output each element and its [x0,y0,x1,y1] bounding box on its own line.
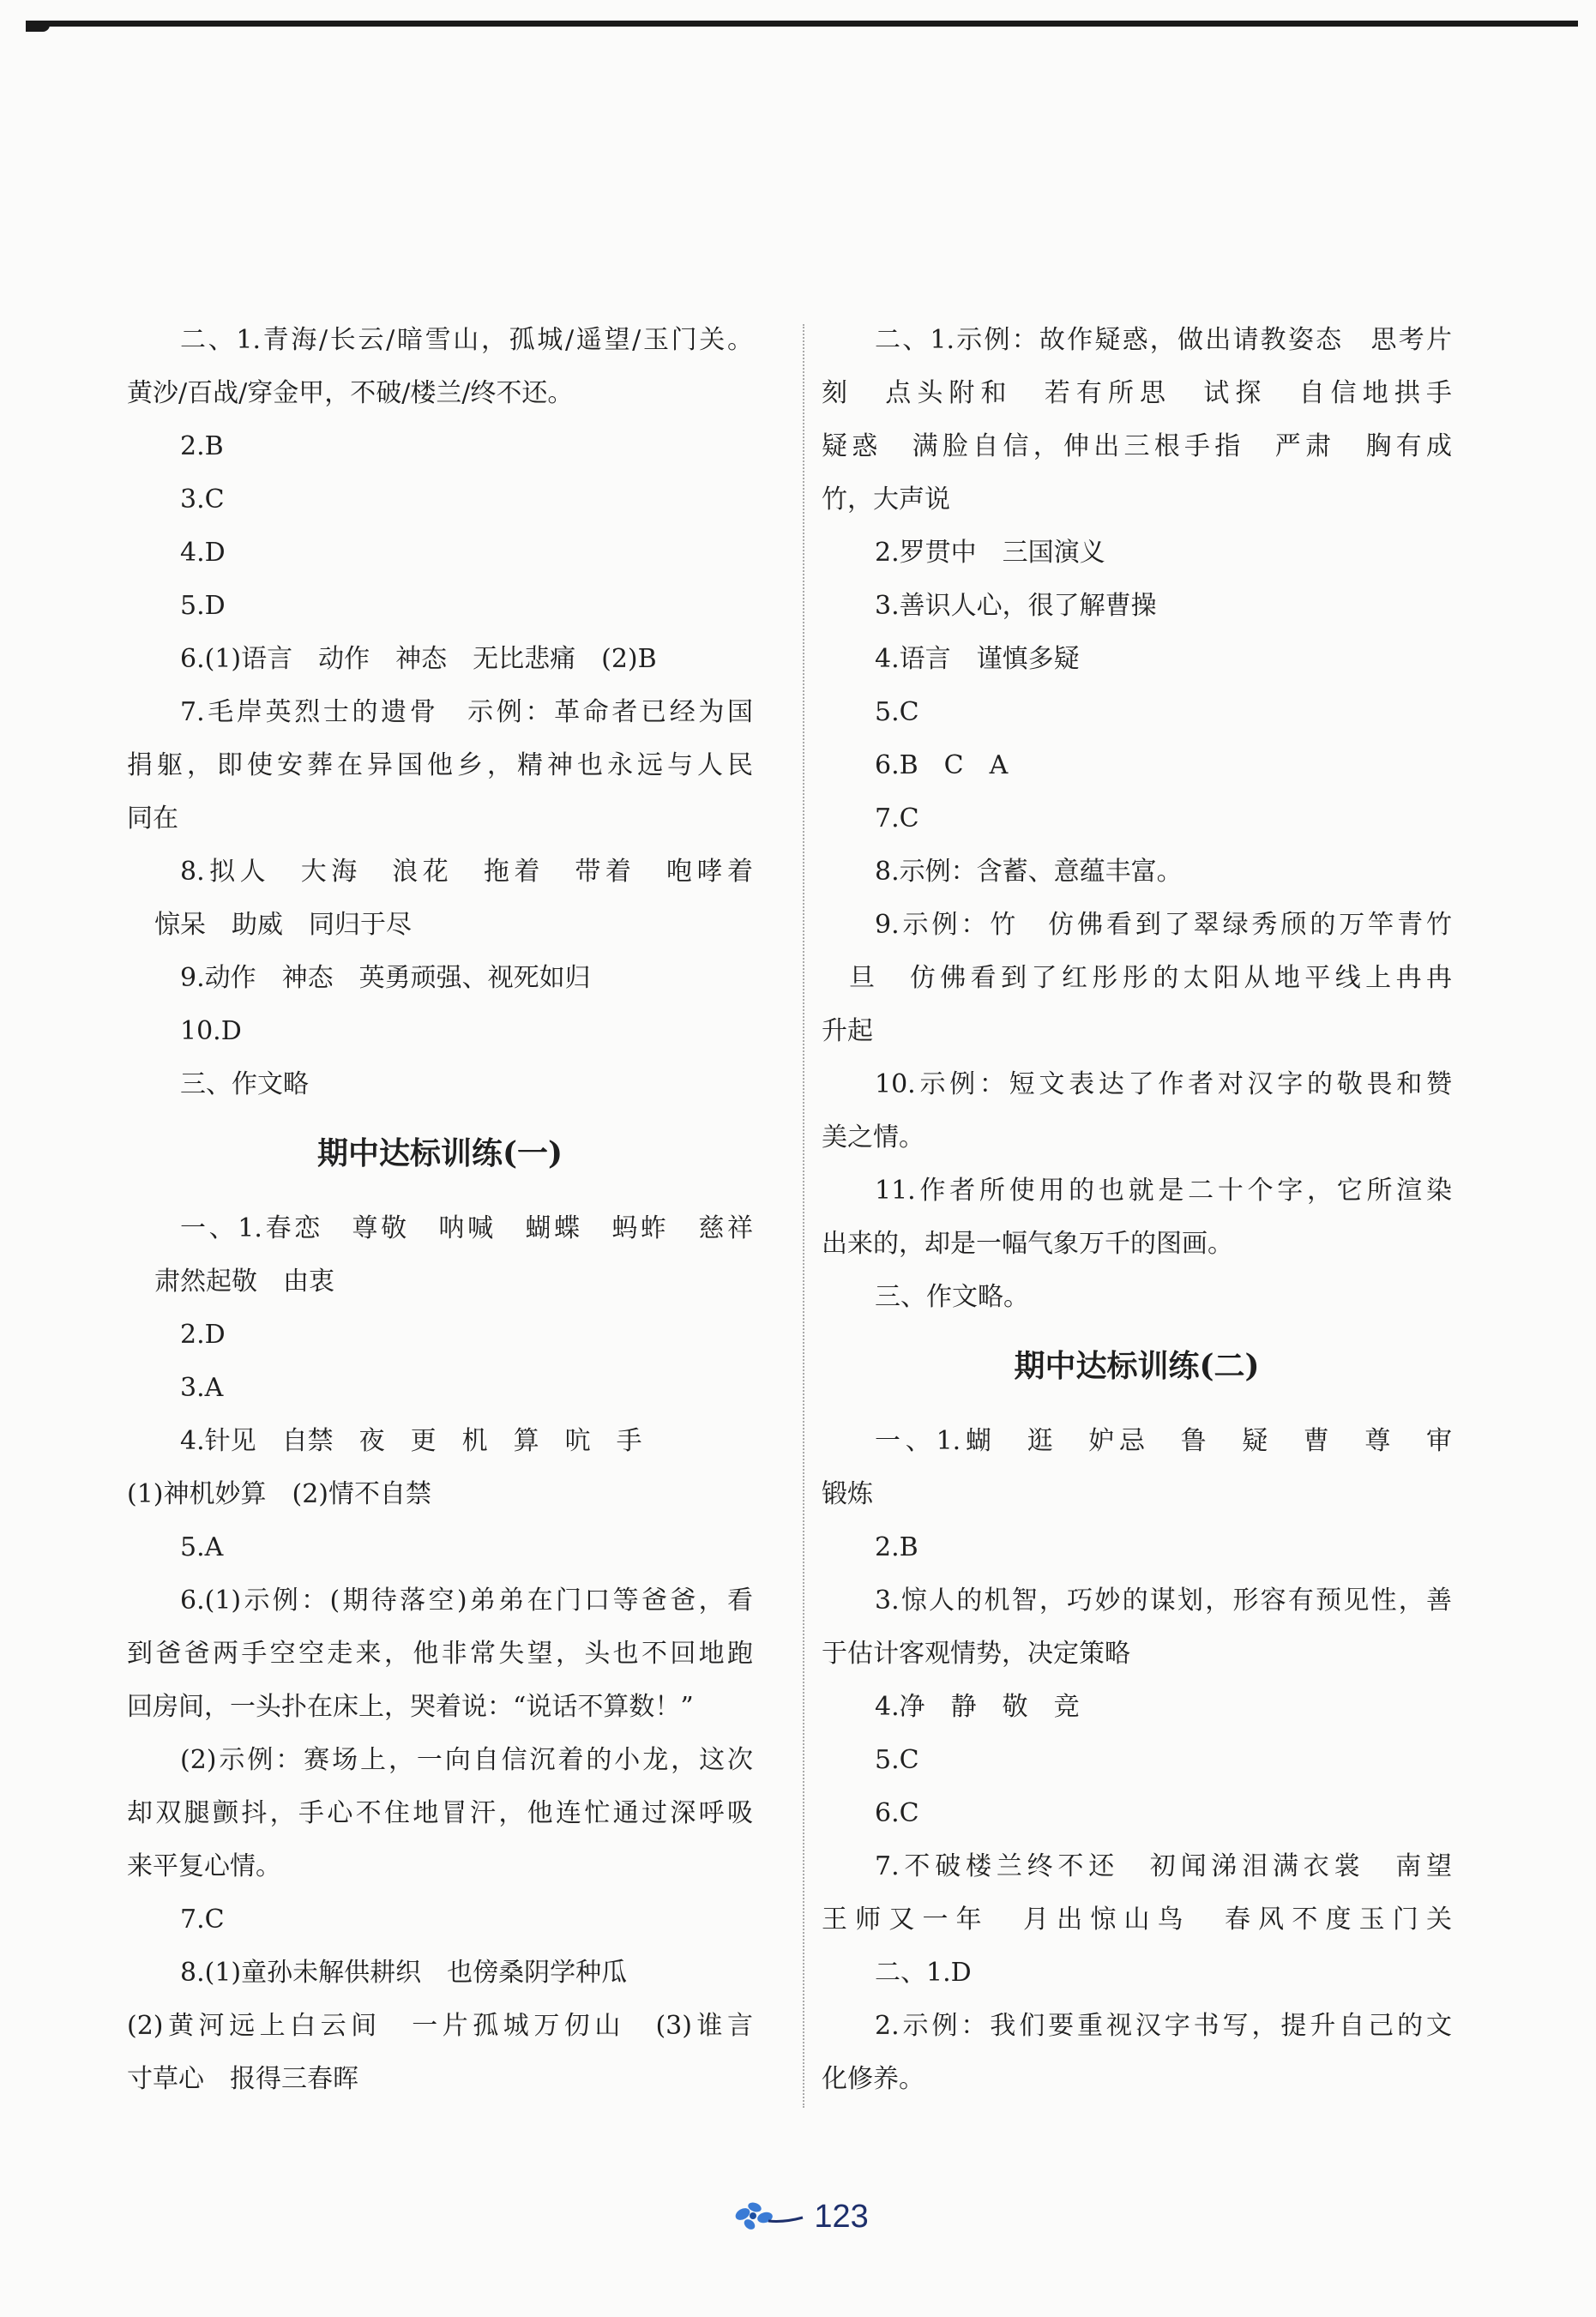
answer-line: 7.不破楼兰终不还 初闻涕泪满衣裳 南望 [875,1851,1452,1881]
answer-line: 出来的，却是一幅气象万千的图画。 [822,1229,1233,1259]
answer-line: 2.B [875,1532,918,1562]
answer-line: 2.示例：我们要重视汉字书写，提升自己的文 [875,2011,1452,2041]
answer-line: 升起 [822,1016,873,1046]
top-rule [26,21,1578,27]
answer-line: 刻 点头附和 若有所思 试探 自信地拱手 [822,378,1452,408]
answer-line: 4.针见 自禁 夜 更 机 算 吭 手 [180,1426,642,1456]
answer-line: 三、作文略。 [875,1282,1029,1312]
answer-line: 7.C [180,1905,225,1935]
answer-line: 回房间，一头扑在床上，哭着说：“说话不算数！” [127,1692,694,1722]
answer-line: 二、1.青海/长云/暗雪山，孤城/遥望/玉门关。 [180,325,753,355]
answer-line: 7.C [875,803,919,834]
answer-line: 惊呆 助威 同归于尽 [154,910,412,940]
answer-line: 4.语言 谨慎多疑 [875,644,1080,674]
answer-line: 7.毛岸英烈士的遗骨 示例：革命者已经为国 [180,697,753,727]
answer-line: 一、1.春恋 尊敬 呐喊 蝴蝶 蚂蚱 慈祥 [180,1213,753,1243]
answer-line: 5.C [875,1745,919,1775]
answer-line: 到爸爸两手空空走来，他非常失望，头也不回地跑 [127,1639,753,1669]
right-column [822,314,1452,2106]
page-footer [0,2195,1596,2238]
answer-line: 三、作文略 [180,1069,309,1099]
answer-line: 3.善识人心，很了解曹操 [875,591,1157,621]
answer-line: 捐躯，即使安葬在异国他乡，精神也永远与人民 [127,750,753,780]
answer-line: 旦 仿佛看到了红彤彤的太阳从地平线上冉冉 [849,963,1452,993]
column-divider [803,324,804,2108]
answer-line: 5.A [180,1532,224,1562]
answer-line: 5.D [180,591,226,621]
answer-line: 10.示例：短文表达了作者对汉字的敬畏和赞 [875,1069,1452,1099]
answer-line: 3.惊人的机智，巧妙的谋划，形容有预见性，善 [875,1586,1452,1616]
answer-line: 9.动作 神态 英勇顽强、视死如归 [180,963,591,993]
section-heading-midterm-2: 期中达标训练(二) [1014,1348,1260,1384]
answer-line: 2.B [180,431,224,461]
answer-line: 2.罗贯中 三国演义 [875,538,1105,568]
answer-line: 4.D [180,538,226,568]
answer-line: 于估计客观情势，决定策略 [822,1639,1130,1669]
section-heading-midterm-1: 期中达标训练(一) [316,1135,563,1171]
answer-line: 却双腿颤抖，手心不住地冒汗，他连忙通过深呼吸 [127,1798,753,1828]
answer-line: 竹，大声说 [822,484,950,515]
answer-line: 化修养。 [822,2064,924,2094]
answer-line: 二、1.D [875,1958,972,1988]
answer-line: 2.D [180,1320,226,1350]
answer-line: 6.C [875,1798,919,1828]
answer-line: 9.示例：竹 仿佛看到了翠绿秀颀的万竿青竹 [875,910,1452,940]
answer-line: (2)黄河远上白云间 一片孤城万仞山 (3)谁言 [127,2011,753,2041]
answer-line: 8.(1)童孙未解供耕织 也傍桑阴学种瓜 [180,1958,628,1988]
answer-line: 寸草心 报得三春晖 [127,2064,358,2094]
answer-line: 一、1.蝴 逛 妒忌 鲁 疑 曹 尊 审 [875,1426,1452,1456]
answer-line: 美之情。 [822,1122,924,1152]
answer-line: (1)神机妙算 (2)情不自禁 [127,1479,431,1509]
answer-line: 8.示例：含蓄、意蕴丰富。 [875,857,1183,887]
answer-line: (2)示例：赛场上，一向自信沉着的小龙，这次 [180,1745,753,1775]
flower-ornament-icon [727,2195,804,2238]
answer-line: 6.(1)语言 动作 神态 无比悲痛 (2)B [180,644,657,674]
answer-line: 4.净 静 敬 竞 [875,1692,1080,1722]
answer-line: 3.C [180,484,225,515]
answer-line: 黄沙/百战/穿金甲，不破/楼兰/终不还。 [127,378,574,408]
answer-line: 肃然起敬 由衷 [154,1267,334,1297]
answer-line: 二、1.示例：故作疑惑，做出请教姿态 思考片 [875,325,1452,355]
answer-line: 来平复心情。 [127,1851,281,1881]
left-column [127,314,753,2106]
answer-line: 同在 [127,803,178,834]
answer-line: 5.C [875,697,919,727]
answer-line: 疑惑 满脸自信，伸出三根手指 严肃 胸有成 [822,431,1452,461]
answer-line: 10.D [180,1016,242,1046]
answer-line: 王师又一年 月出惊山鸟 春风不度玉门关 [822,1905,1452,1935]
answer-line: 8.拟人 大海 浪花 拖着 带着 咆哮着 [180,857,753,887]
top-rule-tick [26,25,50,32]
answer-line: 3.A [180,1373,224,1403]
answer-line: 11.作者所使用的也就是二十个字，它所渲染 [875,1176,1452,1206]
answer-line: 锻炼 [822,1479,873,1509]
answer-line: 6.(1)示例：(期待落空)弟弟在门口等爸爸，看 [180,1586,753,1616]
page-number: 123 [814,2198,869,2235]
answer-line: 6.B C A [875,750,1009,780]
